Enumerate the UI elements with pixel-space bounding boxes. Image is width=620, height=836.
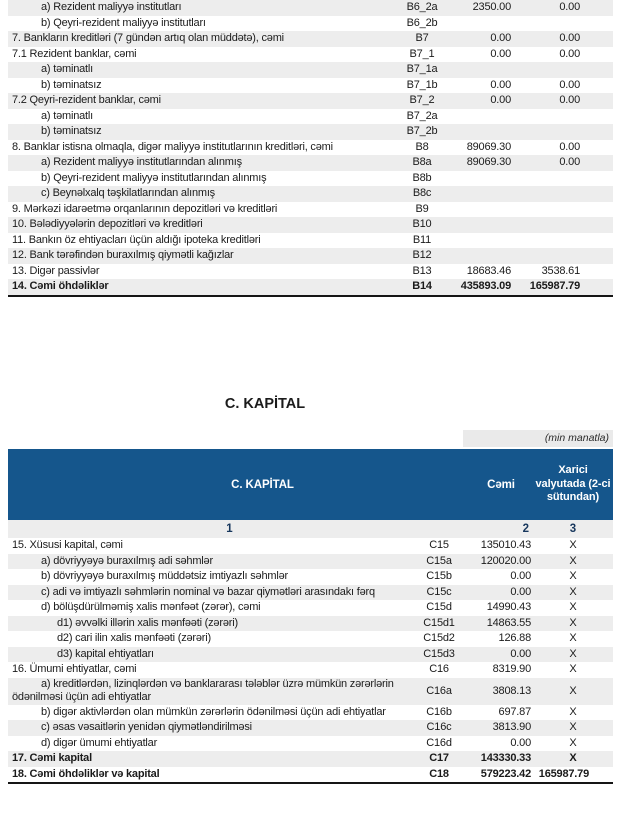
row-fx-value: 0.00 bbox=[559, 78, 580, 91]
row-total-value bbox=[454, 69, 512, 70]
table-row bbox=[8, 171, 613, 187]
row-fx-value: X bbox=[569, 705, 577, 718]
row-fx-value: X bbox=[569, 752, 577, 765]
row-total-value: 0.00 bbox=[490, 78, 511, 91]
table-row bbox=[8, 705, 613, 721]
table-row bbox=[8, 554, 613, 570]
row-fx-value: X bbox=[569, 663, 577, 676]
row-total-value: 0.00 bbox=[510, 570, 531, 583]
header-total-column: Cəmi bbox=[487, 478, 515, 491]
table-row bbox=[8, 538, 613, 554]
row-code: C15a bbox=[426, 554, 452, 567]
row-fx-value bbox=[512, 131, 613, 132]
row-label: 7. Bankların kreditləri (7 gündən artıq olan müddətə), cəmi bbox=[12, 32, 284, 45]
row-label: c) Beynəlxalq təşkilatlarından alınmış bbox=[41, 187, 215, 200]
table-row bbox=[8, 720, 613, 736]
row-total-value: 0.00 bbox=[510, 736, 531, 749]
table-row bbox=[8, 248, 613, 264]
table-row bbox=[8, 264, 613, 280]
row-fx-value: X bbox=[569, 585, 577, 598]
row-code: B7_2 bbox=[409, 94, 435, 107]
table-row bbox=[8, 140, 613, 156]
row-label: a) dövriyyəyə buraxılmış adi səhmlər bbox=[41, 554, 213, 567]
row-code: C15c bbox=[426, 585, 452, 598]
row-fx-value: 165987.79 bbox=[529, 280, 580, 293]
row-label: a) Rezident maliyyə institutları bbox=[41, 1, 182, 14]
row-label: d) digər ümumi ehtiyatlar bbox=[41, 736, 158, 749]
header-name: C. KAPİTAL bbox=[231, 478, 294, 491]
row-label: b) Qeyri-rezident maliyyə institutları bbox=[41, 16, 206, 29]
row-fx-value: X bbox=[569, 570, 577, 583]
table-row bbox=[8, 78, 613, 94]
row-label: d3) kapital ehtiyatları bbox=[57, 647, 154, 660]
row-code: B7_1 bbox=[409, 47, 435, 60]
row-label: 16. Ümumi ehtiyatlar, cəmi bbox=[12, 663, 137, 676]
row-total-value: 14863.55 bbox=[486, 616, 531, 629]
row-total-value: 2350.00 bbox=[472, 1, 511, 14]
table-row bbox=[8, 155, 613, 171]
row-total-value bbox=[454, 131, 512, 132]
row-label: 15. Xüsusi kapital, cəmi bbox=[12, 539, 123, 552]
table-row bbox=[8, 569, 613, 585]
row-fx-value: 3538.61 bbox=[541, 264, 580, 277]
row-label: 10. Bələdiyyələrin depozitləri və kreditləri bbox=[12, 218, 203, 231]
row-code: B7_1a bbox=[406, 63, 438, 76]
row-code: B14 bbox=[412, 280, 432, 293]
row-total-value: 3808.13 bbox=[492, 684, 531, 697]
table-row bbox=[8, 0, 613, 16]
row-label: d2) cari ilin xalis mənfəəti (zərəri) bbox=[57, 632, 211, 645]
row-total-value bbox=[454, 255, 512, 256]
header-fx-column: Xarici valyutada (2-ci sütundan) bbox=[535, 464, 611, 504]
row-code: C16a bbox=[426, 684, 452, 697]
row-code: C15 bbox=[429, 539, 449, 552]
row-code: B10 bbox=[412, 218, 432, 231]
row-label: b) dövriyyəyə buraxılmış müddətsiz imtiyazlı səhmlər bbox=[41, 570, 288, 583]
row-fx-value: X bbox=[569, 632, 577, 645]
row-total-value: 18683.46 bbox=[466, 264, 511, 277]
table-row bbox=[8, 600, 613, 616]
table-row bbox=[8, 202, 613, 218]
row-total-value: 0.00 bbox=[490, 47, 511, 60]
row-total-value: 3813.90 bbox=[492, 721, 531, 734]
row-label: 14. Cəmi öhdəliklər bbox=[12, 280, 109, 293]
row-total-value: 8319.90 bbox=[492, 663, 531, 676]
row-total-value: 0.00 bbox=[490, 94, 511, 107]
row-fx-value: X bbox=[569, 601, 577, 614]
row-fx-value: 0.00 bbox=[559, 156, 580, 169]
row-label: a) təminatlı bbox=[41, 63, 94, 76]
row-label: c) adi və imtiyazlı səhmlərin nominal və bazar qiymətləri arasındakı fərq bbox=[41, 585, 375, 598]
row-label: 17. Cəmi kapital bbox=[12, 752, 92, 765]
table-row bbox=[8, 124, 613, 140]
row-fx-value bbox=[512, 69, 613, 70]
row-code: C15d2 bbox=[423, 632, 455, 645]
table-row bbox=[8, 751, 613, 767]
unit-note: (min manatla) bbox=[463, 430, 613, 447]
row-label: a) təminatlı bbox=[41, 109, 94, 122]
row-total-value: 89069.30 bbox=[466, 156, 511, 169]
row-label: 13. Digər passivlər bbox=[12, 264, 100, 277]
column-index-row bbox=[8, 520, 613, 538]
row-label: b) təminatsız bbox=[41, 125, 102, 138]
table-row bbox=[8, 585, 613, 601]
row-label: 9. Mərkəzi idarəetmə orqanlarının depozitləri və kreditləri bbox=[12, 202, 278, 215]
table-row bbox=[8, 233, 613, 249]
capital-table bbox=[8, 449, 613, 784]
row-total-value: 697.87 bbox=[498, 705, 531, 718]
row-fx-value: 0.00 bbox=[559, 140, 580, 153]
row-code: B7_2a bbox=[406, 109, 438, 122]
row-code: B13 bbox=[412, 264, 432, 277]
row-label: a) Rezident maliyyə institutlarından alınmış bbox=[41, 156, 242, 169]
table-row bbox=[8, 217, 613, 233]
row-label: 12. Bank tərəfindən buraxılmış qiymətli kağızlar bbox=[12, 249, 234, 262]
row-total-value: 0.00 bbox=[490, 32, 511, 45]
table-row bbox=[8, 678, 613, 705]
row-code: C15d bbox=[426, 601, 452, 614]
row-total-value: 135010.43 bbox=[480, 539, 531, 552]
index-col-2: 2 bbox=[522, 523, 529, 535]
row-fx-value bbox=[512, 240, 613, 241]
row-code: C17 bbox=[429, 752, 449, 765]
row-code: B8c bbox=[412, 187, 432, 200]
row-code: B8a bbox=[412, 156, 432, 169]
table-row bbox=[8, 109, 613, 125]
table-row bbox=[8, 47, 613, 63]
row-fx-value: X bbox=[569, 721, 577, 734]
row-total-value: 120020.00 bbox=[480, 554, 531, 567]
table-row bbox=[8, 16, 613, 32]
row-fx-value bbox=[512, 193, 613, 194]
row-label: 7.2 Qeyri-rezident banklar, cəmi bbox=[12, 94, 161, 107]
row-fx-value bbox=[512, 209, 613, 210]
row-total-value: 143330.33 bbox=[480, 752, 531, 765]
row-code: C16c bbox=[426, 721, 452, 734]
row-label: 11. Bankın öz ehtiyacları üçün aldığı ipoteka kreditləri bbox=[12, 233, 261, 246]
row-code: B8b bbox=[412, 171, 432, 184]
row-fx-value: X bbox=[569, 647, 577, 660]
index-col-1: 1 bbox=[226, 523, 233, 535]
row-total-value bbox=[454, 209, 512, 210]
row-code: B6_2a bbox=[406, 1, 438, 14]
table-row bbox=[8, 616, 613, 632]
index-col-3: 3 bbox=[569, 523, 577, 535]
row-label: d1) əvvəlki illərin xalis mənfəəti (zərəri) bbox=[57, 616, 238, 629]
row-fx-value: 0.00 bbox=[559, 1, 580, 14]
row-fx-value: X bbox=[569, 616, 577, 629]
row-fx-value bbox=[512, 224, 613, 225]
row-fx-value: 0.00 bbox=[559, 32, 580, 45]
row-fx-value: 165987.79 bbox=[538, 767, 589, 780]
row-total-value: 0.00 bbox=[510, 647, 531, 660]
row-total-value bbox=[454, 116, 512, 117]
section-title: C. KAPİTAL bbox=[224, 396, 306, 412]
row-label: 8. Banklar istisna olmaqla, digər maliyyə institutlarının kreditləri, cəmi bbox=[12, 140, 333, 153]
row-code: B7_2b bbox=[406, 125, 438, 138]
capital-table-header bbox=[8, 449, 613, 520]
row-label: a) kreditlərdən, lizinqlərdən və banklararası tələblər üzrə mümkün zərərlərin ödənilməsi üçün adi ehtiyatlar bbox=[12, 678, 394, 703]
row-code: C18 bbox=[429, 767, 449, 780]
row-label: d) bölüşdürülməmiş xalis mənfəət (zərər), cəmi bbox=[41, 601, 261, 614]
table-row bbox=[8, 62, 613, 78]
row-code: C15b bbox=[426, 570, 452, 583]
row-fx-value: X bbox=[569, 539, 577, 552]
row-code: C15d1 bbox=[423, 616, 455, 629]
row-fx-value: 0.00 bbox=[559, 94, 580, 107]
row-code: C15d3 bbox=[423, 647, 455, 660]
row-total-value bbox=[454, 178, 512, 179]
row-fx-value bbox=[512, 178, 613, 179]
capital-table-rows bbox=[8, 538, 613, 784]
row-fx-value: X bbox=[569, 684, 577, 697]
row-total-value: 14990.43 bbox=[486, 601, 531, 614]
row-code: B7_1b bbox=[406, 78, 438, 91]
table-row bbox=[8, 631, 613, 647]
table-row bbox=[8, 736, 613, 752]
table-row bbox=[8, 647, 613, 663]
row-fx-value: 0.00 bbox=[559, 47, 580, 60]
row-label: c) əsas vəsaitlərin yenidən qiymətləndirilməsi bbox=[41, 721, 252, 734]
table-row bbox=[8, 31, 613, 47]
row-code: B8 bbox=[415, 140, 429, 153]
table-row bbox=[8, 186, 613, 202]
row-label: 7.1 Rezident banklar, cəmi bbox=[12, 47, 137, 60]
row-code: B11 bbox=[412, 233, 432, 246]
row-total-value bbox=[454, 23, 512, 24]
row-fx-value: X bbox=[569, 736, 577, 749]
row-code: C16 bbox=[429, 663, 449, 676]
row-total-value: 435893.09 bbox=[460, 280, 511, 293]
row-code: B7 bbox=[415, 32, 429, 45]
table-row bbox=[8, 662, 613, 678]
row-code: C16d bbox=[426, 736, 452, 749]
row-code: B6_2b bbox=[406, 16, 438, 29]
table-row bbox=[8, 93, 613, 109]
row-total-value: 579223.42 bbox=[480, 767, 531, 780]
row-fx-value bbox=[512, 116, 613, 117]
row-label: 18. Cəmi öhdəliklər və kapital bbox=[12, 767, 160, 780]
row-total-value bbox=[454, 193, 512, 194]
row-code: B9 bbox=[415, 202, 429, 215]
row-total-value bbox=[454, 224, 512, 225]
row-total-value bbox=[454, 240, 512, 241]
row-fx-value bbox=[512, 23, 613, 24]
row-code: C16b bbox=[426, 705, 452, 718]
table-row bbox=[8, 767, 613, 785]
liabilities-table bbox=[8, 0, 613, 297]
row-code: B12 bbox=[412, 249, 432, 262]
row-fx-value bbox=[512, 255, 613, 256]
row-total-value: 126.88 bbox=[498, 632, 531, 645]
row-label: b) təminatsız bbox=[41, 78, 102, 91]
row-label: b) digər aktivlərdən olan mümkün zərərlərin ödənilməsi üçün adi ehtiyatlar bbox=[41, 705, 386, 718]
row-total-value: 0.00 bbox=[510, 585, 531, 598]
table-row bbox=[8, 279, 613, 297]
row-fx-value: X bbox=[569, 554, 577, 567]
row-label: b) Qeyri-rezident maliyyə institutlarından alınmış bbox=[41, 171, 267, 184]
row-total-value: 89069.30 bbox=[466, 140, 511, 153]
